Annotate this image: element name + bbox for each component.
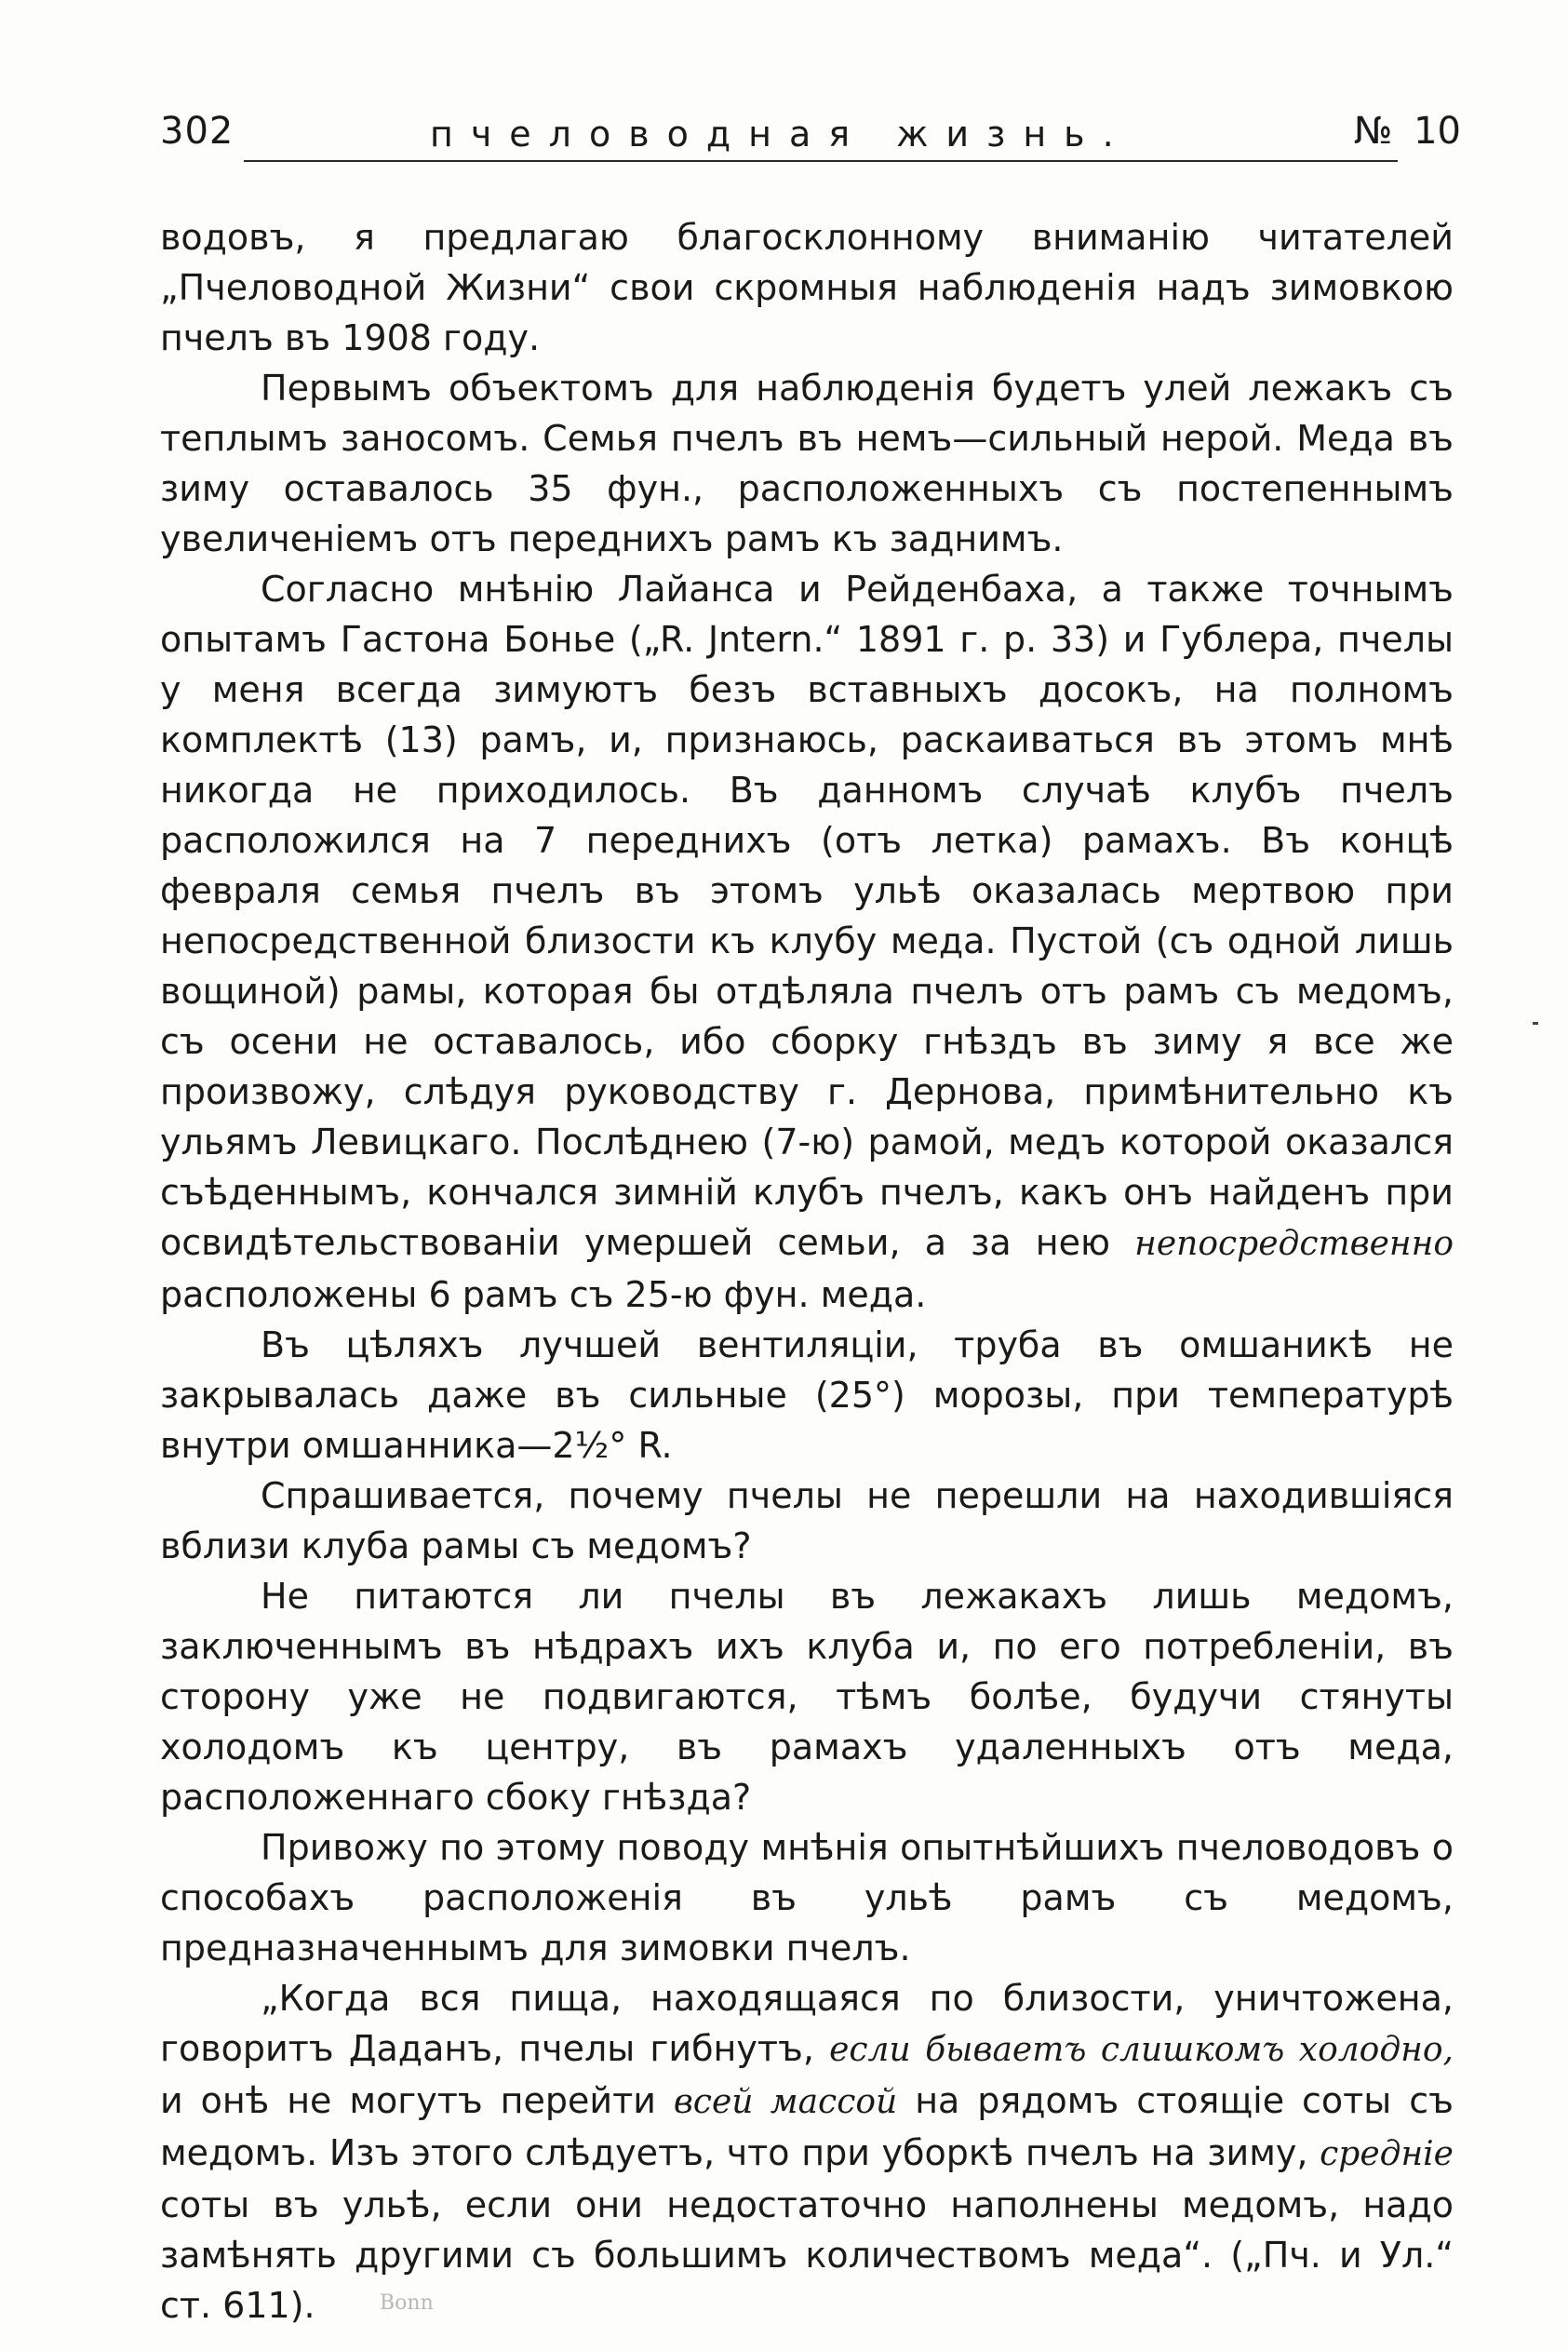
- quote-part-c: на рядомъ стоящіе соты съ медомъ. Изъ этого слѣдуетъ, что при уборкѣ пчелъ на зиму,: [160, 2080, 1454, 2173]
- paragraph-3-italic: непосредственно: [1134, 1225, 1454, 1263]
- quote-italic-2: всей массой: [673, 2083, 898, 2121]
- quote-part-b: и онѣ не могутъ перейти: [160, 2080, 656, 2121]
- header-rule: [244, 160, 1398, 162]
- issue-number: № 10: [1353, 110, 1461, 153]
- paragraph-3-text: Согласно мнѣнію Лайанса и Рейденбаха, а также точнымъ опытамъ Гастона Боньe („R. Jntern.“ 1891 г. р. 33) и Гублера, пчелы у меня всегда зимуютъ безъ вставныхъ досокъ, на полномъ комплектѣ (13) рамъ, и, признаюсь, раскаиваться въ этомъ мнѣ никогда не приходилось. Въ данномъ случаѣ клубъ пчелъ расположился на 7 переднихъ (отъ летка) рамахъ. Въ концѣ февраля семья пчелъ въ этомъ ульѣ оказалась мертвою при непосредственной близости къ клубу меда. Пустой (съ одной лишь вощиной) рамы, которая бы отдѣляла пчелъ отъ рамъ съ медомъ, съ осени не оставалось, ибо сборку гнѣздъ въ зиму я все же произвожу, слѣдуя руководству г. Дернова, примѣнительно къ ульямъ Левицкаго. Послѣднею (7-ю) рамой, медъ которой оказался съѣденнымъ, кончался зимній клубъ пчелъ, какъ онъ найденъ при освидѣтельствованіи умершей семьи, а за нею: [160, 569, 1454, 1263]
- paragraph-6: Не питаются ли пчелы въ лежакахъ лишь медомъ, заключеннымъ въ нѣдрахъ ихъ клуба и, по его потребленіи, въ сторону уже не подвигаются, тѣмъ болѣе, будучи стянуты холодомъ къ центру, въ рамахъ удаленныхъ отъ меда, расположеннаго сбоку гнѣзда?: [160, 1576, 1454, 1818]
- quote-part-d: соты въ ульѣ, если они недостаточно наполнены медомъ, надо замѣнять другими съ большимъ количествомъ меда“. („Пч. и Ул.“ ст. 611).: [160, 2184, 1454, 2326]
- paragraph-2: Первымъ объектомъ для наблюденія будетъ улей лежакъ съ теплымъ заносомъ. Семья пчелъ въ немъ—сильный нерой. Меда въ зиму оставалось 35 фун., расположенныхъ съ постепеннымъ увеличеніемъ отъ переднихъ рамъ къ заднимъ.: [160, 368, 1454, 559]
- paragraph-1: водовъ, я предлагаю благосклонному вниманію читателей „Пчеловодной Жизни“ свои скромныя наблюденія надъ зимовкою пчелъ въ 1908 году.: [160, 217, 1454, 358]
- quote-part-a: „Когда вся пища, находящаяся по близости, уничтожена, говоритъ Даданъ, пчелы гибнутъ,: [160, 1978, 1454, 2069]
- paragraph-8-quote: [160, 1973, 1454, 2331]
- running-title: пчеловодная жизнь.: [430, 114, 1132, 154]
- paragraph-4: Въ цѣляхъ лучшей вентиляціи, труба въ омшаникѣ не закрывалась даже въ сильные (25°) морозы, при температурѣ внутри омшанника—2½° R.: [160, 1324, 1454, 1466]
- paragraph-7: Привожу по этому поводу мнѣнія опытнѣйшихъ пчеловодовъ о способахъ расположенія въ ульѣ рамъ съ медомъ, предназначеннымъ для зимовки пчелъ.: [160, 1827, 1454, 1968]
- quote-italic-3: средніе: [1320, 2135, 1454, 2173]
- page-number: 302: [160, 110, 235, 153]
- library-stamp: Bonn: [380, 2291, 434, 2315]
- page-header: [160, 110, 1461, 175]
- paragraph-3-tail: расположены 6 рамъ съ 25-ю фун. меда.: [160, 1274, 927, 1315]
- paragraph-5: Спрашивается, почему пчелы не перешли на находившіяся вблизи клуба рамы съ медомъ?: [160, 1475, 1454, 1566]
- quote-italic-1: если бываетъ слишкомъ холодно,: [829, 2031, 1454, 2069]
- margin-mark: [1533, 1022, 1538, 1025]
- paragraph-3: [160, 564, 1454, 1320]
- article-body: [160, 212, 1454, 2331]
